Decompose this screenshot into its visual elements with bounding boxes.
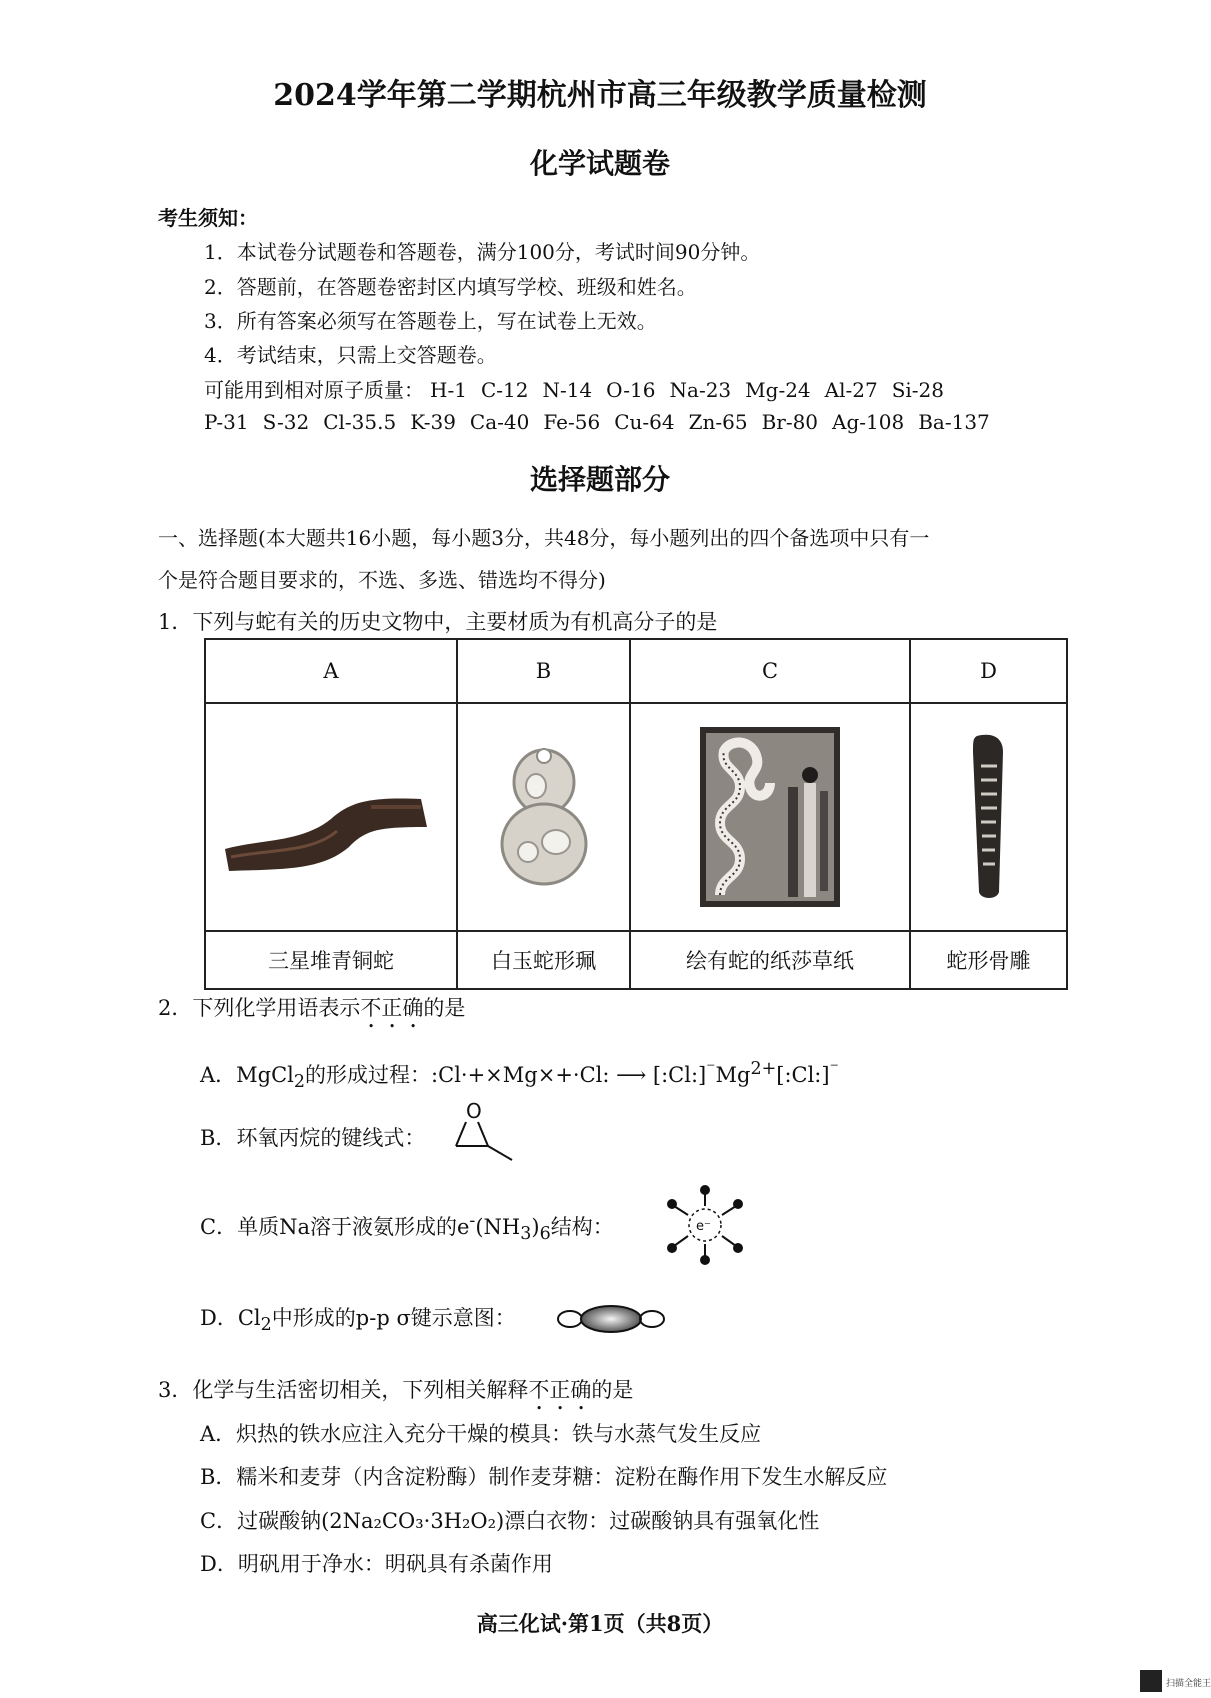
superscript: ⁻ xyxy=(829,1059,839,1079)
question-2-option-c xyxy=(200,1211,614,1244)
question-2-stem xyxy=(158,992,465,1033)
superscript: ⁻ xyxy=(706,1059,716,1079)
atomic-mass-row-2 xyxy=(204,410,1004,434)
formula-text: ) xyxy=(531,1215,540,1239)
question-1-table xyxy=(204,638,1068,990)
atomic-mass: Ba-137 xyxy=(918,410,990,434)
option-label: A． xyxy=(200,1063,237,1087)
atomic-mass: Al-27 xyxy=(824,378,878,402)
jade-pendant-image xyxy=(457,703,630,931)
option-d-caption: 蛇形骨雕 xyxy=(910,931,1067,989)
subscript: 3 xyxy=(520,1224,532,1245)
question-2-option-a xyxy=(200,1059,839,1092)
atomic-mass: S-32 xyxy=(262,410,310,434)
stem-emphasis: 不正确 xyxy=(528,1378,592,1402)
atomic-mass: O-16 xyxy=(606,378,656,402)
formula-text: [:Cl:] xyxy=(776,1063,830,1087)
option-d-header: D xyxy=(910,639,1067,703)
formula-text: Cl xyxy=(237,1306,261,1330)
formation-equation: :Cl·+×Mg×+·Cl: ⟶ [:Cl:] xyxy=(431,1063,707,1087)
atomic-mass: Si-28 xyxy=(891,378,945,402)
atomic-mass: K-39 xyxy=(410,410,456,434)
atomic-mass: P-31 xyxy=(204,410,249,434)
question-2-option-d xyxy=(200,1302,516,1335)
option-b-header: B xyxy=(457,639,630,703)
atomic-mass: Fe-56 xyxy=(543,410,601,434)
notice-item: 1．本试卷分试题卷和答题卷，满分100分，考试时间90分钟。 xyxy=(204,240,761,264)
sigma-bond-diagram xyxy=(556,1302,666,1336)
question-1-stem: 1．下列与蛇有关的历史文物中，主要材质为有机高分子的是 xyxy=(158,610,718,634)
option-a-header: A xyxy=(205,639,457,703)
atomic-mass: Br-80 xyxy=(761,410,819,434)
option-label: B． xyxy=(200,1126,237,1150)
question-3-option-b: B．糯米和麦芽（内含淀粉酶）制作麦芽糖：淀粉在酶作用下发生水解反应 xyxy=(200,1465,888,1489)
bone-carving-image xyxy=(910,703,1067,931)
atomic-mass: H-1 xyxy=(430,378,467,402)
subscript: 2 xyxy=(293,1072,306,1093)
stem-text: 3．化学与生活密切相关，下列相关解释 xyxy=(158,1378,529,1402)
option-b-caption: 白玉蛇形珮 xyxy=(457,931,630,989)
scanner-watermark: 扫描全能王 xyxy=(1166,1679,1211,1689)
papyrus-picture xyxy=(700,727,840,907)
atomic-mass: Na-23 xyxy=(669,378,732,402)
superscript: - xyxy=(469,1211,476,1231)
bronze-snake-image xyxy=(205,703,457,931)
atomic-mass: Mg-24 xyxy=(745,378,811,402)
option-text: 中形成的p-p σ键示意图： xyxy=(271,1306,516,1330)
option-text: 结构： xyxy=(550,1215,614,1239)
option-text: 单质Na溶于液氨形成的e xyxy=(237,1215,470,1239)
option-text: 的形成过程： xyxy=(305,1063,432,1087)
atomic-mass: Cu-64 xyxy=(614,410,675,434)
bone-carving-picture xyxy=(959,732,1019,902)
subscript: 6 xyxy=(539,1224,551,1245)
option-c-header: C xyxy=(630,639,910,703)
bronze-snake-picture xyxy=(221,757,441,877)
atomic-mass: C-12 xyxy=(480,378,529,402)
section-title: 选择题部分 xyxy=(529,463,670,496)
atomic-mass: Ag-108 xyxy=(832,410,905,434)
exam-title: 2024学年第二学期杭州市高三年级教学质量检测 xyxy=(273,78,927,113)
atomic-mass: N-14 xyxy=(542,378,593,402)
notice-item: 2．答题前，在答题卷密封区内填写学校、班级和姓名。 xyxy=(204,275,697,299)
section-instruction: 个是符合题目要求的，不选、多选、错选均不得分) xyxy=(158,568,606,592)
notice-item: 4．考试结束，只需上交答题卷。 xyxy=(204,343,497,367)
solvated-electron-diagram xyxy=(660,1180,750,1270)
section-instruction: 一、选择题(本大题共16小题，每小题3分，共48分，每小题列出的四个备选项中只有一 xyxy=(158,526,930,550)
jade-pendant-picture xyxy=(484,742,604,892)
formula-text: Mg xyxy=(715,1063,751,1087)
option-a-caption: 三星堆青铜蛇 xyxy=(205,931,457,989)
oxygen-atom-label: O xyxy=(466,1099,482,1123)
atomic-mass-row-1 xyxy=(204,374,958,403)
option-text: 环氧丙烷的键线式： xyxy=(236,1126,426,1150)
atomic-mass: Cl-35.5 xyxy=(323,410,397,434)
subscript: 2 xyxy=(260,1315,272,1336)
atomic-mass: Zn-65 xyxy=(688,410,748,434)
qr-code-icon xyxy=(1140,1670,1162,1692)
stem-emphasis: 不正确 xyxy=(360,996,424,1020)
question-2-option-b xyxy=(200,1122,425,1152)
formula-text: MgCl xyxy=(236,1063,294,1087)
question-3-stem xyxy=(158,1374,633,1415)
question-3-option-a: A．炽热的铁水应注入充分干燥的模具：铁与水蒸气发生反应 xyxy=(200,1422,762,1446)
superscript: 2+ xyxy=(750,1059,777,1079)
atomic-mass-label: 可能用到相对原子质量： xyxy=(204,378,424,402)
electron-label: e⁻ xyxy=(696,1219,711,1234)
option-label: C． xyxy=(200,1215,238,1239)
stem-text: 2．下列化学用语表示 xyxy=(158,996,361,1020)
exam-subtitle: 化学试题卷 xyxy=(529,147,670,180)
option-c-caption: 绘有蛇的纸莎草纸 xyxy=(630,931,910,989)
formula-text: (NH xyxy=(475,1215,521,1239)
atomic-mass: Ca-40 xyxy=(469,410,530,434)
question-3-option-c: C．过碳酸钠(2Na₂CO₃·3H₂O₂)漂白衣物：过碳酸钠具有强氧化性 xyxy=(200,1509,820,1533)
page-footer: 高三化试·第1页（共8页） xyxy=(476,1611,724,1636)
notice-item: 3．所有答案必须写在答题卷上，写在试卷上无效。 xyxy=(204,309,657,333)
question-3-option-d: D．明矾用于净水：明矾具有杀菌作用 xyxy=(200,1552,553,1576)
notice-heading: 考生须知： xyxy=(158,206,258,230)
option-label: D． xyxy=(200,1306,238,1330)
stem-text: 的是 xyxy=(423,996,466,1020)
epoxypropane-skeletal-formula xyxy=(448,1098,518,1162)
stem-text: 的是 xyxy=(591,1378,634,1402)
papyrus-image xyxy=(630,703,910,931)
